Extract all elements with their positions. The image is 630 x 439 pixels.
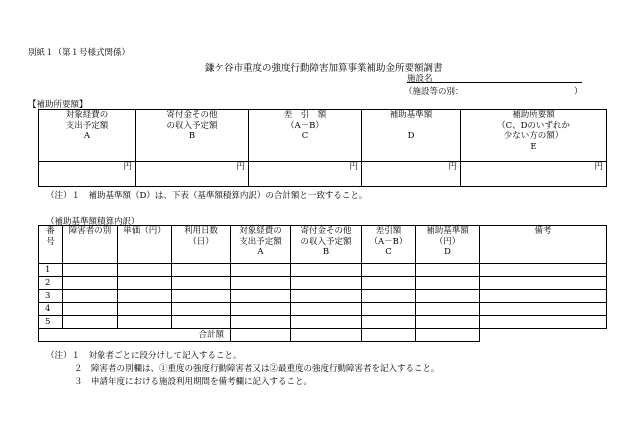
section2-heading: （補助基準額積算内訳） [46,217,140,227]
input-cell-c[interactable]: 円 [249,162,362,187]
page-title: 鎌ケ谷市重度の強度行動障害加算事業補助金所要額調書 [205,63,443,74]
input-cell[interactable] [118,290,172,303]
row-number: 2 [39,277,63,290]
col-header-remarks: 備考 [480,226,607,264]
input-cell[interactable] [416,290,480,303]
row-number: 3 [39,290,63,303]
section2-note-1: （注）１ 対象者ごとに段分けして記入すること。 [46,351,242,361]
table-row [39,290,607,303]
row-number: 1 [39,264,63,277]
input-cell[interactable] [291,290,362,303]
input-cell[interactable] [480,277,607,290]
input-cell[interactable] [231,316,291,329]
facility-type-open: （施設等の別： [404,87,464,97]
total-label: 合計額 [39,329,231,342]
input-cell[interactable] [231,264,291,277]
total-row [39,329,607,342]
input-cell[interactable] [362,277,416,290]
input-cell[interactable] [291,316,362,329]
section2-note-3: ３ 申請年度における施設利用期間を備考欄に記入すること。 [74,377,313,387]
input-cell[interactable] [172,290,231,303]
input-cell[interactable] [362,316,416,329]
table-row [39,316,607,329]
input-cell[interactable] [416,277,480,290]
facility-name-underline [407,82,582,83]
input-cell[interactable] [231,303,291,316]
input-cell[interactable] [63,316,118,329]
row-number: 5 [39,316,63,329]
input-cell[interactable] [118,277,172,290]
section2-note-2: ２ 障害者の別欄は、①重度の強度行動障害者又は②最重度の強度行動障害者を記入すること。 [74,364,440,374]
input-cell[interactable] [480,316,607,329]
input-cell[interactable] [63,303,118,316]
input-cell[interactable] [416,264,480,277]
input-cell[interactable] [118,264,172,277]
col-header-expense: 対象経費の 支出予定額 A [39,110,136,162]
input-cell[interactable] [172,277,231,290]
input-cell[interactable] [172,264,231,277]
input-cell-d[interactable]: 円 [362,162,461,187]
input-cell[interactable] [291,277,362,290]
table-header-row [39,110,607,162]
input-cell[interactable] [231,329,291,342]
table-header-row [39,226,607,264]
col-header-required: 補助所要額 （C、Dのいずれか 少ない方の額） E [461,110,607,162]
col-header-donation: 寄付金その他 の収入予定額 B [291,226,362,264]
input-cell[interactable] [118,316,172,329]
section1-heading: 【補助所要額】 [28,100,88,110]
input-cell-b[interactable]: 円 [136,162,249,187]
table-row [39,162,607,187]
empty-cell [480,329,607,342]
input-cell[interactable] [480,264,607,277]
input-cell[interactable] [362,303,416,316]
col-header-number: 番 号 [39,226,63,264]
input-cell[interactable] [362,290,416,303]
input-cell[interactable] [480,290,607,303]
input-cell-a[interactable]: 円 [39,162,136,187]
table-row [39,303,607,316]
input-cell[interactable] [480,303,607,316]
col-header-days: 利用日数 （日） [172,226,231,264]
input-cell[interactable] [416,316,480,329]
col-header-unit-price: 単価（円） [118,226,172,264]
row-number: 4 [39,303,63,316]
form-label: 別紙１（第１号様式関係） [28,48,131,58]
col-header-difference: 差引額 （A－B） C [362,226,416,264]
input-cell[interactable] [362,329,416,342]
input-cell[interactable] [63,264,118,277]
col-header-difference: 差 引 額 （A－B） C [249,110,362,162]
input-cell[interactable] [63,290,118,303]
input-cell-e[interactable]: 円 [461,162,607,187]
input-cell[interactable] [291,329,362,342]
section1-note: （注）１ 補助基準額（D）は、下表（基準額積算内訳）の合計額と一致すること。 [46,191,368,201]
input-cell[interactable] [118,303,172,316]
input-cell[interactable] [172,316,231,329]
col-header-donation: 寄付金その他 の収入予定額 B [136,110,249,162]
input-cell[interactable] [231,277,291,290]
calculation-table [38,225,607,342]
subsidy-required-table [38,109,607,187]
col-header-standard: 補助基準額 （円） D [416,226,480,264]
input-cell[interactable] [172,303,231,316]
input-cell[interactable] [416,329,480,342]
input-cell[interactable] [416,303,480,316]
input-cell[interactable] [63,277,118,290]
table-row [39,264,607,277]
input-cell[interactable] [291,303,362,316]
col-header-disability-type: 障害者の別 [63,226,118,264]
col-header-standard: 補助基準額 D [362,110,461,162]
input-cell[interactable] [231,290,291,303]
input-cell[interactable] [291,264,362,277]
col-header-expense: 対象経費の 支出予定額 A [231,226,291,264]
input-cell[interactable] [362,264,416,277]
facility-type-close: ） [574,87,583,97]
facility-name-label: 施設名 [407,74,433,84]
table-row [39,277,607,290]
